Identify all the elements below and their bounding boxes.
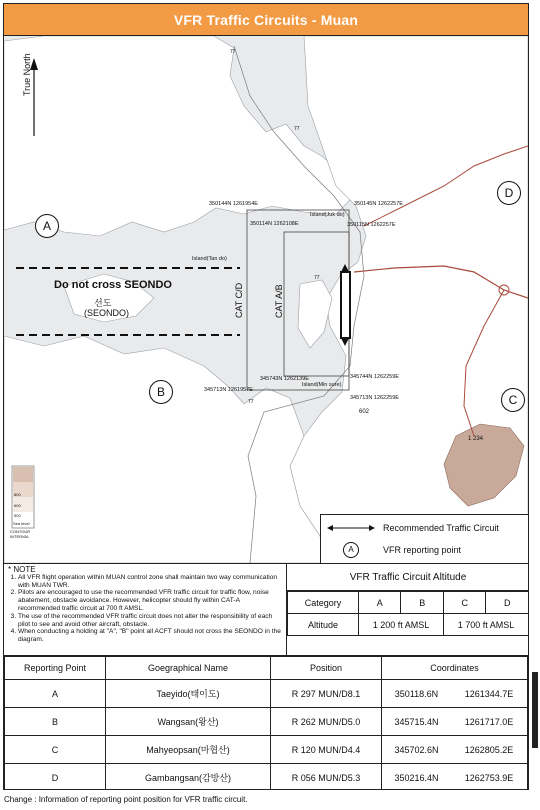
row-lat: 345715.4N xyxy=(382,708,451,736)
row-point: D xyxy=(5,764,106,791)
contour-legend-label: Sea level xyxy=(13,521,30,526)
page-title: VFR Traffic Circuits - Muan xyxy=(173,11,359,28)
reporting-point-symbol-icon: A xyxy=(343,542,359,558)
island-label: Island(Juk do) xyxy=(310,212,345,218)
table-row xyxy=(5,736,528,764)
title-bar xyxy=(4,4,528,36)
row-lon: 1261717.0E xyxy=(451,708,528,736)
altitude-table-section xyxy=(286,563,529,656)
no-cross-label: Do not cross SEONDO xyxy=(54,279,172,291)
road-number: 77 xyxy=(294,126,300,132)
row-name: Gambangsan(감방산) xyxy=(106,764,271,791)
island-small xyxy=(298,280,332,348)
table-row xyxy=(5,708,528,736)
contour-legend-label: 800 xyxy=(14,492,21,497)
category-cell: B xyxy=(401,592,444,614)
map-canvas xyxy=(4,36,528,563)
land-west xyxy=(4,36,354,236)
coord-label: 350145N 1262257E xyxy=(354,201,403,207)
note-item: 2. Pilots are encouraged to use the recommended VFR traffic circuit for traffic flow, noise abatement, obstacle avoidance. However, helicopter should fly within CAT-A recommended traffic circuit at 700 ft AMSL. xyxy=(18,589,282,612)
coord-label: 350114N 1262108E xyxy=(250,221,299,227)
true-north-label: True North xyxy=(22,53,32,96)
row-point: A xyxy=(5,680,106,708)
contour-legend-label: 600 xyxy=(14,503,21,508)
legend-row-reporting-point xyxy=(321,539,529,561)
reporting-point-c[interactable]: C xyxy=(501,388,525,412)
table-row xyxy=(5,680,528,708)
row-name: Mahyeopsan(마협산) xyxy=(106,736,271,764)
row-lon: 1261344.7E xyxy=(451,680,528,708)
spot-height: 602 xyxy=(359,409,370,415)
chart-frame xyxy=(3,3,529,790)
road-number: 77 xyxy=(314,275,320,281)
row-name: Wangsan(왕산) xyxy=(106,708,271,736)
runway xyxy=(341,272,350,338)
reporting-point-d[interactable]: D xyxy=(497,181,521,205)
table-header: Reporting Point xyxy=(5,657,106,680)
map-area xyxy=(4,36,528,563)
coord-label: 350115N 1262257E xyxy=(347,222,396,228)
row-position: R 056 MUN/D5.3 xyxy=(271,764,382,791)
legend-row-circuit xyxy=(321,517,529,539)
double-arrow-icon xyxy=(327,523,375,533)
contour-legend-caption: CONTOUR INTERVAL xyxy=(10,529,31,539)
row-lat: 345702.6N xyxy=(382,736,451,764)
seondo-korean-label: 선도 xyxy=(94,298,112,308)
row-lon: 1262805.2E xyxy=(451,736,528,764)
category-cell: D xyxy=(486,592,529,614)
altitude-cd: 1 700 ft AMSL xyxy=(443,614,528,636)
cat-ab-label: CAT A/B xyxy=(274,284,284,318)
contour-legend-fill-800 xyxy=(13,467,33,482)
seondo-english-label: (SEONDO) xyxy=(84,308,129,318)
note-item: 3. The use of the recommended VFR traffic circuit does not alter the responsibility of each pilot to see and avoid other aircraft, obstacle. xyxy=(18,613,282,629)
legend-reporting-point-label: VFR reporting point xyxy=(383,545,462,555)
cat-cd-label: CAT C/D xyxy=(234,282,244,318)
row-position: R 120 MUN/D4.4 xyxy=(271,736,382,764)
reporting-points-section xyxy=(4,655,528,790)
reporting-point-a[interactable]: A xyxy=(35,214,59,238)
table-row xyxy=(5,764,528,791)
runway-arrow-north xyxy=(341,264,349,272)
row-lon: 1262753.9E xyxy=(451,764,528,791)
row-lat: 350216.4N xyxy=(382,764,451,791)
road-number: 77 xyxy=(248,399,254,405)
altitude-table-caption: VFR Traffic Circuit Altitude xyxy=(287,564,529,591)
notes-section xyxy=(4,563,286,655)
category-label: Category xyxy=(288,592,359,614)
island-label: Island(Min sure) xyxy=(302,382,342,388)
road-number: 77 xyxy=(230,49,236,55)
change-bar xyxy=(532,672,538,748)
note-item: 4. When conducting a holding at "A", "B" point all ACFT should not cross the SEONDO in the diagram. xyxy=(18,628,282,644)
footer-change-note: Change : Information of reporting point position for VFR traffic circuit. xyxy=(4,795,248,804)
coord-label: 345713N 1262259E xyxy=(350,395,399,401)
reporting-point-b[interactable]: B xyxy=(149,380,173,404)
row-lat: 350118.6N xyxy=(382,680,451,708)
table-header: Coordinates xyxy=(382,657,528,680)
altitude-table xyxy=(287,591,529,636)
coord-label: 345713N 1261957E xyxy=(204,387,253,393)
coord-label: 350144N 1261954E xyxy=(209,201,258,207)
legend-circuit-label: Recommended Traffic Circuit xyxy=(383,523,499,533)
land-south xyxy=(4,336,324,563)
coord-label: 345744N 1262259E xyxy=(350,374,399,380)
row-position: R 262 MUN/D5.0 xyxy=(271,708,382,736)
table-header: Position xyxy=(271,657,382,680)
reporting-points-table xyxy=(4,656,528,790)
category-cell: C xyxy=(443,592,485,614)
coord-label: 345743N 1262139E xyxy=(260,376,309,382)
row-point: B xyxy=(5,708,106,736)
contour-legend-label: 500 xyxy=(14,513,21,518)
row-position: R 297 MUN/D8.1 xyxy=(271,680,382,708)
category-cell: A xyxy=(359,592,401,614)
row-name: Taeyido(태이도) xyxy=(106,680,271,708)
altitude-ab: 1 200 ft AMSL xyxy=(359,614,444,636)
spot-height: 1 234 xyxy=(468,436,484,442)
note-item: 1. All VFR flight operation within MUAN control zone shall maintain two way communication with MUAN TWR. xyxy=(18,574,282,590)
island-label: Island(Tan do) xyxy=(192,256,227,262)
table-header: Goegraphical Name xyxy=(106,657,271,680)
notes-heading: * NOTE xyxy=(8,565,36,574)
row-point: C xyxy=(5,736,106,764)
map-legend xyxy=(320,514,529,564)
altitude-label: Altitude xyxy=(288,614,359,636)
